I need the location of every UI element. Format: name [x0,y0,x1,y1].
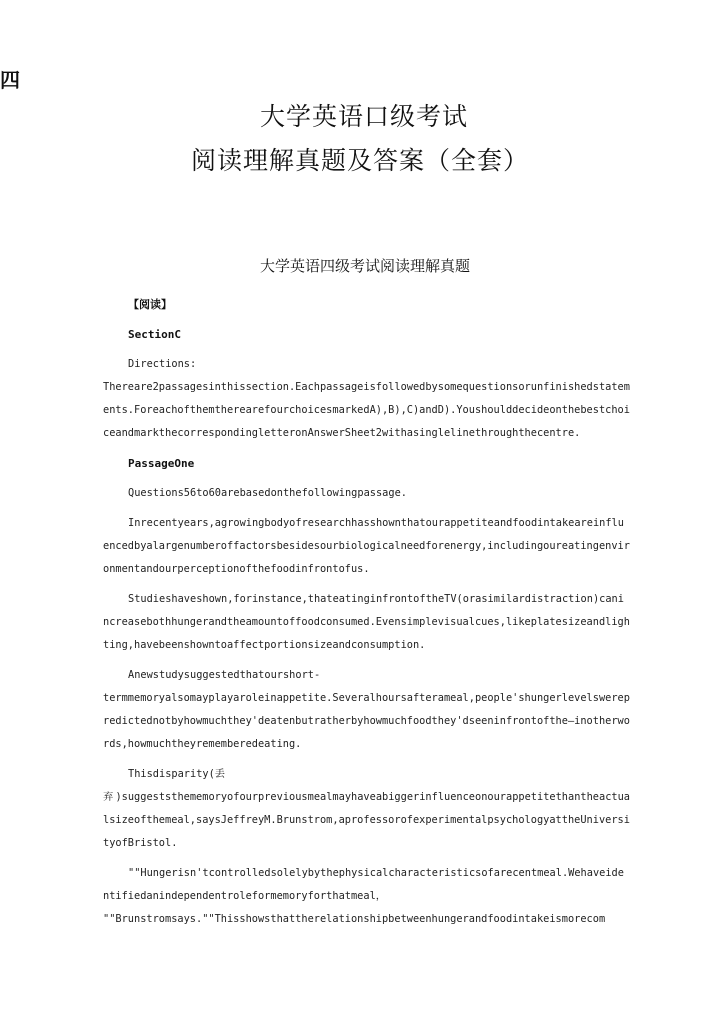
paragraph-1: Inrecentyears,agrowingbodyofresearchhasshownthatourappetiteandfoodintakeareinfluencedbyalargenumberoffactorsbesidesourbiologicalneedforenergy,includingoureatingenvironmentandourperceptionofthefoodinfrontofus. [103,517,630,575]
document-title-line-1: 大学英语口级考试 [259,102,468,131]
paragraph-3-rest: termmemoryalsomayplayaroleinappetite.Severalhoursafterameal,people'shungerlevelswerepredictednotbyhowmuchthey'deatenbutratherbyhowmuchfoodthey'dseeninfrontofthe—inotherwords,howmuchtheyrememberedeating. [103,692,630,750]
paragraph-5-rest: ""Brunstromsays.""Thisshowsthattherelationshipbetweenhungerandfoodintakeismorecom [103,913,606,925]
section-title: 大学英语四级考试阅读理解真题 [259,257,470,275]
paragraph-2: Studieshaveshown,forinstance,thateatinginfrontoftheTV(orasimilardistraction)canincreasebothhungerandtheamountoffoodconsumed.Evensimplevisualcues,likeplatesizeandlighting,havebeenshowntoaffectportionsizeandconsumption. [103,593,630,651]
paragraph-4-rest: 弃)suggeststhememoryofourpreviousmealmayhaveabiggerinfluenceonourappetitethantheactualsizeofthemeal,saysJeffreyM.Brunstrom,aprofessorofexperimentalpsychologyattheUniversityofBristol. [103,791,630,849]
paragraph-3-start: Anewstudysuggestedthatourshort- [128,669,321,681]
reading-label: 【阅读】 [128,298,172,311]
document-body [103,293,630,938]
passage-label: PassageOne [128,457,195,470]
directions-text: Thereare2passagesinthissection.Eachpassageisfollowedbysomequestionsorunfinishedstatements.ForeachofthemtherearefourchoicesmarkedA),B),C)andD).YoushoulddecideonthebestchoiceandmarkthecorrespondingletteronAnswerSheet2withasinglelinethroughthecentre. [103,381,630,439]
paragraph-5-start: ""Hungerisn'tcontrolledsolelybythephysicalcharacteristicsofarecentmeal.Wehaveidentifiedanindependentroleformemoryforthatmeal， [103,867,624,902]
section-label: SectionC [128,328,181,341]
document-title-line-2: 阅读理解真题及答案（全套） [190,146,529,175]
corner-mark: 四 [0,68,20,92]
questions-intro: Questions56to60arebasedonthefollowingpassage. [128,487,407,499]
directions-label: Directions: [128,358,197,370]
paragraph-4-start: Thisdisparity(丢 [128,768,226,780]
